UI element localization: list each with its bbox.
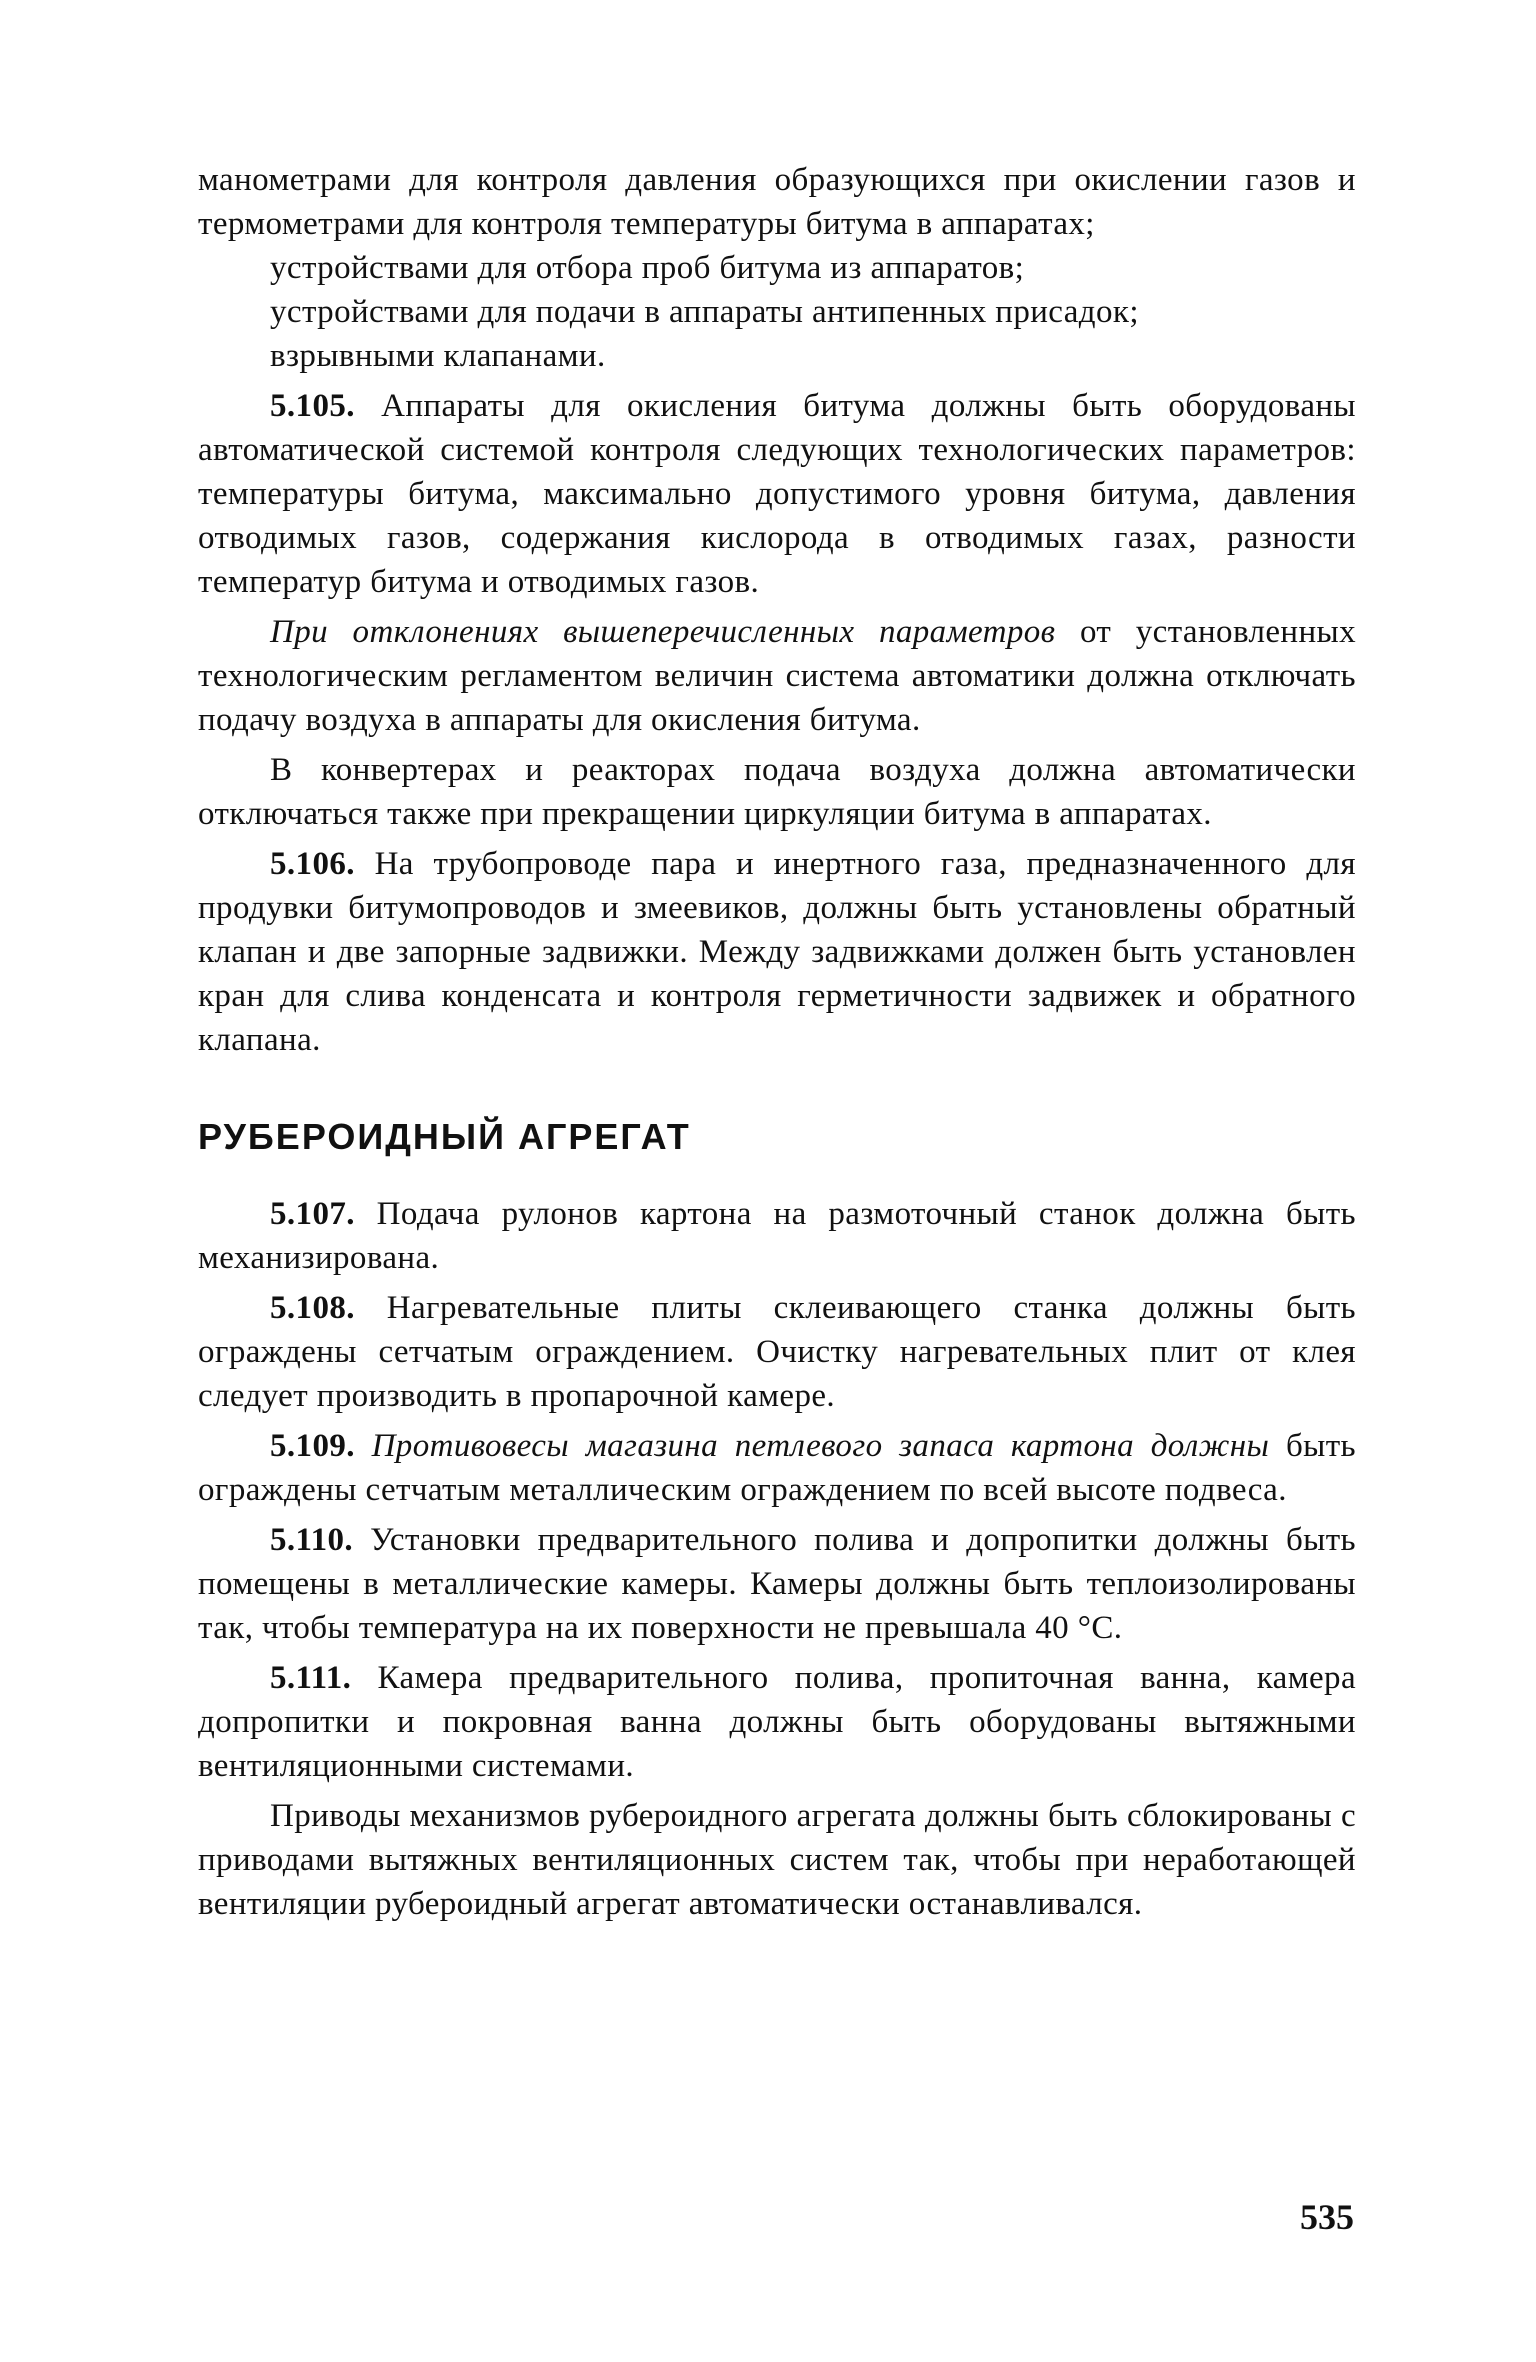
section-5-108 bbox=[198, 1286, 1356, 1418]
section-text: быть ограждены сетчатым металлическим ограждением по всей высоте подвеса. bbox=[198, 1428, 1356, 1508]
section-number: 5.111. bbox=[270, 1660, 352, 1696]
section-text: Аппараты для окисления битума должны быть оборудованы автоматической системой контроля следующих технологических параметров: температуры битума, максимально допустимого уровня битума, давления отводимых газов, содержания кислорода в отводимых газах, разности температур битума и отводимых газов. bbox=[198, 388, 1356, 600]
section-number: 5.106. bbox=[270, 846, 355, 882]
italic-text: Противовесы магазина петлевого запаса картона должны bbox=[371, 1428, 1270, 1464]
section-text: Камера предварительного полива, пропиточная ванна, камера допропитки и покровная ванна должны быть оборудованы вытяжными вентиляционными системами. bbox=[198, 1660, 1356, 1784]
section-5-105-paragraph-2 bbox=[198, 610, 1356, 742]
page-content bbox=[198, 158, 1356, 1926]
list-item: устройствами для отбора проб битума из аппаратов; bbox=[270, 250, 1025, 286]
section-number: 5.109. bbox=[270, 1428, 355, 1464]
section-5-105 bbox=[198, 384, 1356, 604]
page-number: 535 bbox=[1300, 2197, 1354, 2237]
section-heading: РУБЕРОИДНЫЙ АГРЕГАТ bbox=[198, 1116, 691, 1157]
section-5-109 bbox=[198, 1424, 1356, 1512]
section-text: На трубопроводе пара и инертного газа, предназначенного для продувки битумопроводов и змеевиков, должны быть установлены обратный клапан и две запорные задвижки. Между задвижками должен быть установлен кран для слива конденсата и контроля герметичности задвижек и обратного клапана. bbox=[198, 846, 1356, 1058]
section-5-110 bbox=[198, 1518, 1356, 1650]
section-text: Подача рулонов картона на размоточный станок должна быть механизирована. bbox=[198, 1196, 1357, 1276]
section-number: 5.110. bbox=[270, 1522, 354, 1558]
section-number: 5.107. bbox=[270, 1196, 355, 1232]
section-text: Установки предварительного полива и допропитки должны быть помещены в металлические камеры. Камеры должны быть теплоизолированы так, чтобы температура на их поверхности не превышала 40 °С. bbox=[198, 1522, 1356, 1646]
section-text: Нагревательные плиты склеивающего станка должны быть ограждены сетчатым ограждением. Очистку нагревательных плит от клея следует производить в пропарочной камере. bbox=[198, 1290, 1356, 1414]
italic-text: При отклонениях вышеперечисленных параметров bbox=[270, 614, 1056, 650]
section-5-111 bbox=[198, 1656, 1356, 1788]
section-5-107 bbox=[198, 1192, 1356, 1280]
continuation-intro: манометрами для контроля давления образующихся при окислении газов и термометрами для контроля температуры битума в аппаратах; bbox=[198, 162, 1356, 242]
section-5-111-paragraph-2: Приводы механизмов рубероидного агрегата должны быть сблокированы с приводами вытяжных вентиляционных систем так, чтобы при неработающей вентиляции рубероидный агрегат автоматически останавливался. bbox=[198, 1798, 1356, 1922]
section-number: 5.105. bbox=[270, 388, 355, 424]
section-number: 5.108. bbox=[270, 1290, 355, 1326]
section-5-105-paragraph-3: В конвертерах и реакторах подача воздуха должна автоматически отключаться также при прекращении циркуляции битума в аппаратах. bbox=[198, 752, 1356, 832]
section-5-106 bbox=[198, 842, 1356, 1062]
paragraph-text: от установленных технологическим регламентом величин система автоматики должна отключать подачу воздуха в аппараты для окисления битума. bbox=[198, 614, 1356, 738]
list-item: устройствами для подачи в аппараты антипенных присадок; bbox=[270, 294, 1139, 330]
list-item: взрывными клапанами. bbox=[270, 338, 606, 374]
